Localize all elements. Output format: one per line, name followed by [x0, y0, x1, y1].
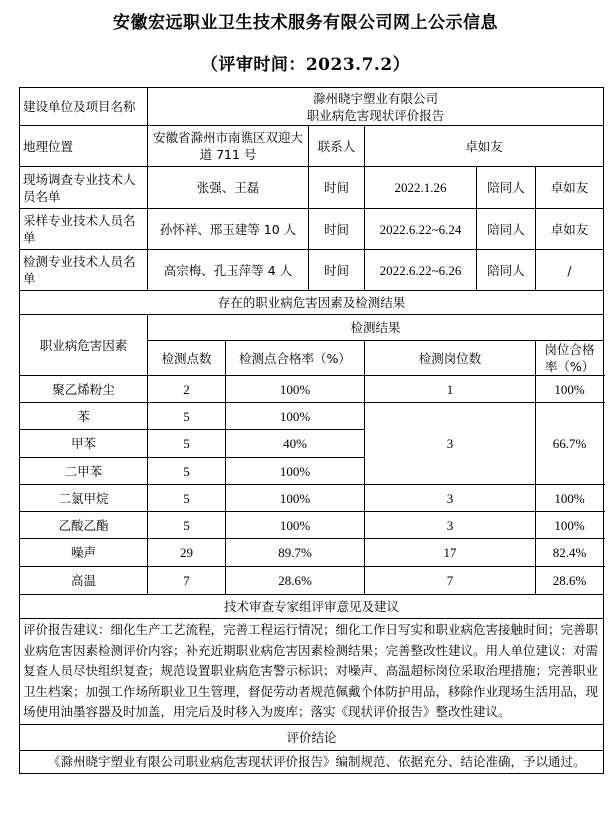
points-count: 5	[148, 430, 226, 458]
page-title: 安徽宏远职业卫生技术服务有限公司网上公示信息	[113, 13, 498, 33]
location-value: 安徽省滁州市南谯区双迎大道 711 号	[148, 126, 309, 167]
testing-label: 检测专业技术人员名单	[20, 250, 148, 291]
point-rate: 100%	[226, 458, 365, 485]
post-rate: 28.6%	[536, 567, 604, 595]
post-rate: 82.4%	[536, 539, 604, 567]
points-count: 5	[148, 512, 226, 539]
results-section-title: 存在的职业病危害因素及检测结果	[20, 291, 604, 315]
posts-count: 3	[365, 512, 536, 539]
company-name: 滁州晓宇塑业有限公司	[313, 90, 439, 106]
factor-name: 苯	[20, 403, 148, 430]
points-count: 29	[148, 539, 226, 567]
table-row	[20, 512, 604, 539]
location-label: 地理位置	[20, 126, 148, 167]
testing-time: 2022.6.22~6.26	[365, 250, 477, 291]
testing-staff: 高宗梅、孔玉萍等 4 人	[148, 250, 309, 291]
results-header: 检测结果	[148, 315, 604, 341]
factor-name: 二氯甲烷	[20, 485, 148, 512]
post-rate: 100%	[536, 485, 604, 512]
posts-count: 3	[365, 403, 536, 485]
sampling-staff: 孙怀祥、邢玉建等 10 人	[148, 209, 309, 250]
survey-escort-label: 陪同人	[477, 167, 536, 209]
testing-time-label: 时间	[309, 250, 365, 291]
point-rate: 100%	[226, 376, 365, 403]
factor-name: 噪声	[20, 539, 148, 567]
factor-name: 乙酸乙酯	[20, 512, 148, 539]
factor-name: 高温	[20, 567, 148, 595]
table-row	[20, 376, 604, 403]
points-count: 5	[148, 458, 226, 485]
conclusion-section-title: 评价结论	[20, 724, 604, 750]
point-rate: 100%	[226, 485, 365, 512]
survey-escort: 卓如友	[536, 167, 604, 209]
factor-name: 二甲苯	[20, 458, 148, 485]
point-rate: 40%	[226, 430, 365, 458]
testing-escort-label: 陪同人	[477, 250, 536, 291]
testing-escort: /	[536, 250, 604, 291]
conclusion-text: 《滁州晓宇塑业有限公司职业病危害现状评价报告》编制规范、依据充分、结论准确，予以通过。	[20, 750, 604, 774]
posts-count: 7	[365, 567, 536, 595]
point-rate: 28.6%	[226, 567, 365, 595]
review-time: （评审时间：2023.7.2）	[200, 55, 411, 75]
sampling-time: 2022.6.22~6.24	[365, 209, 477, 250]
col-point-rate: 检测点合格率（%）	[226, 341, 365, 376]
table-row	[20, 539, 604, 567]
survey-time: 2022.1.26	[365, 167, 477, 209]
contact-label: 联系人	[309, 126, 365, 167]
sampling-escort: 卓如友	[536, 209, 604, 250]
sampling-escort-label: 陪同人	[477, 209, 536, 250]
point-rate: 100%	[226, 512, 365, 539]
post-rate: 100%	[536, 512, 604, 539]
point-rate: 100%	[226, 403, 365, 430]
survey-staff: 张强、王磊	[148, 167, 309, 209]
points-count: 7	[148, 567, 226, 595]
points-count: 2	[148, 376, 226, 403]
factor-name: 甲苯	[20, 430, 148, 458]
col-posts: 检测岗位数	[365, 341, 536, 376]
survey-time-label: 时间	[309, 167, 365, 209]
contact-value: 卓如友	[365, 126, 604, 167]
table-row	[20, 567, 604, 595]
project-cell	[148, 88, 604, 126]
sampling-time-label: 时间	[309, 209, 365, 250]
point-rate: 89.7%	[226, 539, 365, 567]
post-rate: 100%	[536, 376, 604, 403]
posts-count: 3	[365, 485, 536, 512]
points-count: 5	[148, 485, 226, 512]
review-text: 评价报告建议：细化生产工艺流程，完善工程运行情况；细化工作日写实和职业病危害接触时间；完善职业病危害因素检测评价内容；补充近期职业病危害因素检测结果；完善整改性建议。用人单位建议：对需复查人员尽快组织复查；规范设置职业病危害警示标识；对噪声、高温超标岗位采取治理措施；完善职业卫生档案；加强工作场所职业卫生管理，督促劳动者规范佩戴个体防护用品，移除作业现场生活用品，现场使用油墨容器及时加盖，用完后及时移入为废库；落实《现状评价报告》整改性建议。	[20, 619, 604, 725]
posts-count: 17	[365, 539, 536, 567]
publicity-table	[19, 87, 604, 774]
sampling-label: 采样专业技术人员名单	[20, 209, 148, 250]
factor-header: 职业病危害因素	[20, 315, 148, 376]
col-points: 检测点数	[148, 341, 226, 376]
review-section-title: 技术审查专家组评审意见及建议	[20, 595, 604, 619]
post-rate: 66.7%	[536, 403, 604, 485]
survey-label: 现场调查专业技术人员名单	[20, 167, 148, 209]
posts-count: 1	[365, 376, 536, 403]
report-name: 职业病危害现状评价报告	[306, 107, 445, 123]
table-row	[20, 485, 604, 512]
points-count: 5	[148, 403, 226, 430]
project-label: 建设单位及项目名称	[20, 88, 148, 126]
col-post-rate: 岗位合格率（%）	[536, 341, 604, 376]
factor-name: 聚乙烯粉尘	[20, 376, 148, 403]
table-row	[20, 403, 604, 430]
